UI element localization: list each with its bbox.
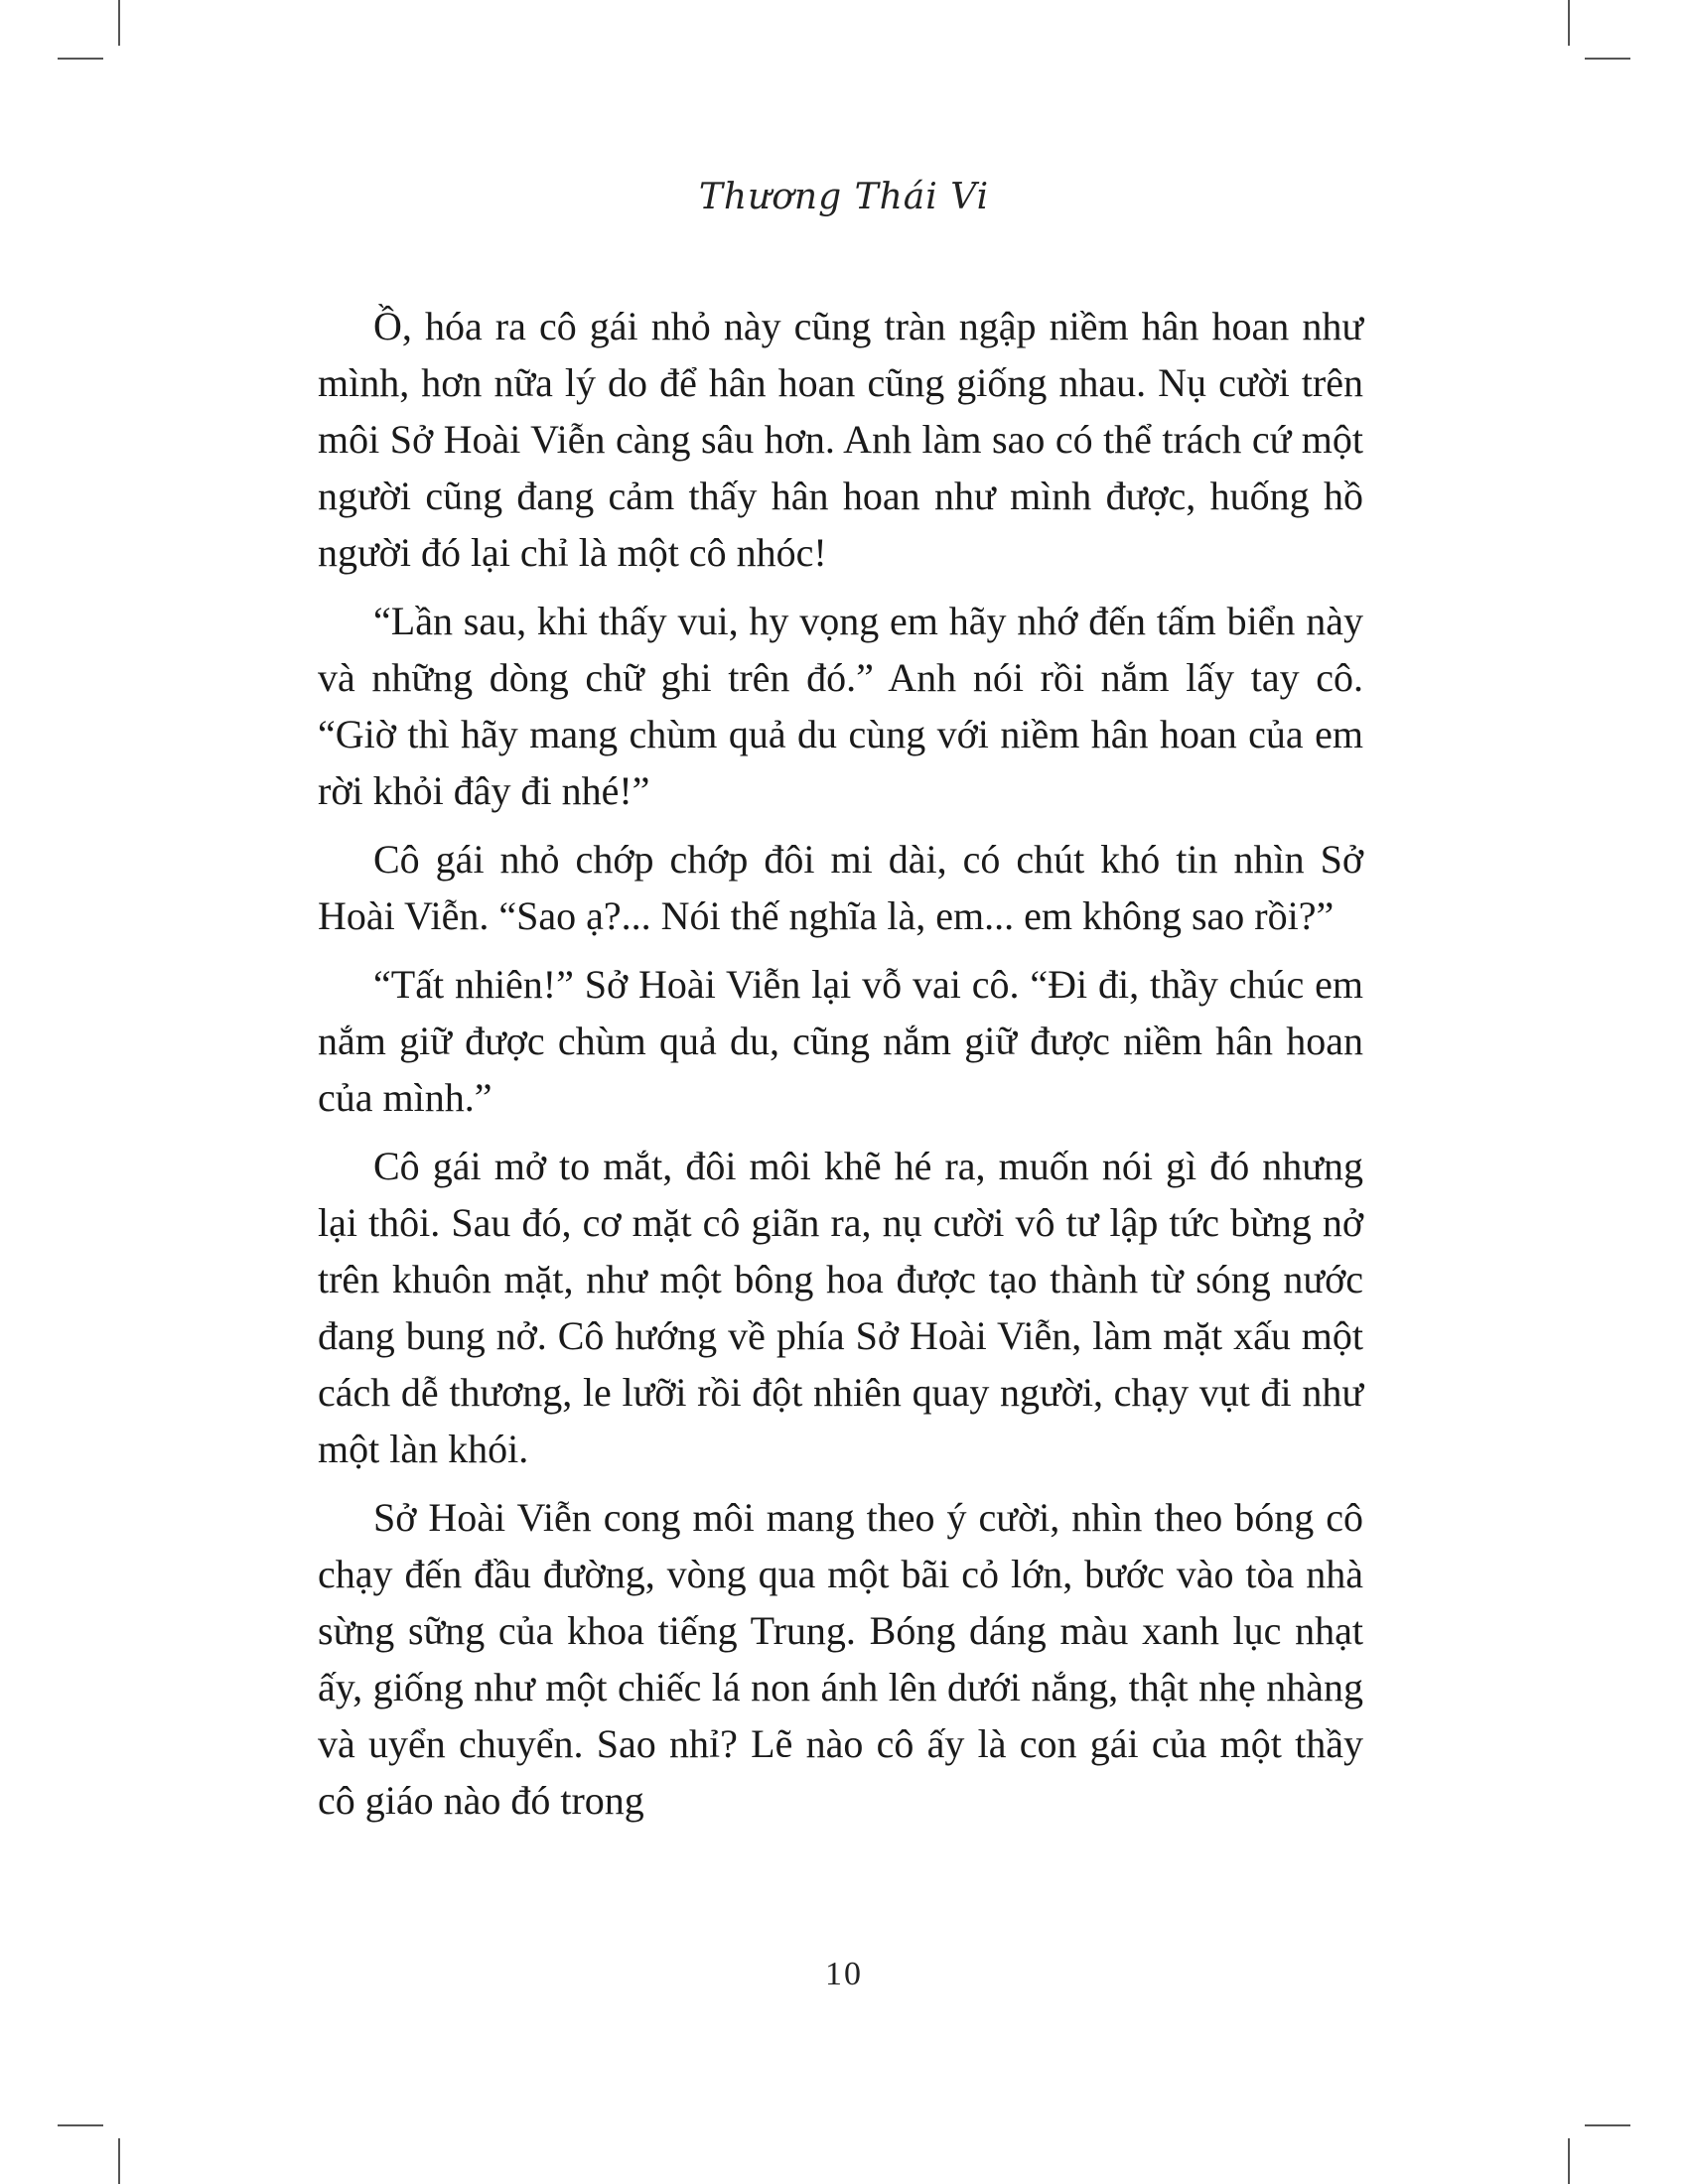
paragraph: Sở Hoài Viễn cong môi mang theo ý cười, nhìn theo bóng cô chạy đến đầu đường, vòng qua một bãi cỏ lớn, bước vào tòa nhà sừng sững của khoa tiếng Trung. Bóng dáng màu xanh lục nhạt ấy, giống như một chiếc lá non ánh lên dưới nắng, thật nhẹ nhàng và uyển chuyển. Sao nhỉ? Lẽ nào cô ấy là con gái của một thầy cô giáo nào đó trong — [318, 1495, 1363, 1823]
crop-mark-bottom-right-vertical — [1568, 2138, 1570, 2184]
running-header: Thương Thái Vi — [698, 177, 990, 217]
crop-mark-top-right-horizontal — [1585, 58, 1630, 60]
crop-mark-bottom-right-horizontal — [1585, 2124, 1630, 2126]
crop-mark-top-left-vertical — [118, 0, 120, 46]
paragraph: “Lần sau, khi thấy vui, hy vọng em hãy nhớ đến tấm biển này và những dòng chữ ghi trên đó.” Anh nói rồi nắm lấy tay cô. “Giờ thì hãy mang chùm quả du cùng với niềm hân hoan của em rời khỏi đây đi nhé!” — [318, 599, 1363, 813]
body-text — [318, 298, 1363, 1841]
paragraph: “Tất nhiên!” Sở Hoài Viễn lại vỗ vai cô. “Đi đi, thầy chúc em nắm giữ được chùm quả du, cũng nắm giữ được niềm hân hoan của mình.” — [318, 962, 1363, 1120]
crop-mark-top-left-horizontal — [58, 58, 103, 60]
crop-mark-bottom-left-vertical — [118, 2138, 120, 2184]
page-number: 10 — [825, 1956, 863, 1992]
paragraph: Cô gái nhỏ chớp chớp đôi mi dài, có chút khó tin nhìn Sở Hoài Viễn. “Sao ạ?... Nói thế nghĩa là, em... em không sao rồi?” — [318, 837, 1363, 938]
crop-mark-bottom-left-horizontal — [58, 2124, 103, 2126]
paragraph: Ồ, hóa ra cô gái nhỏ này cũng tràn ngập niềm hân hoan như mình, hơn nữa lý do để hân hoan cũng giống nhau. Nụ cười trên môi Sở Hoài Viễn càng sâu hơn. Anh làm sao có thể trách cứ một người cũng đang cảm thấy hân hoan như mình được, huống hồ người đó lại chỉ là một cô nhóc! — [318, 304, 1363, 575]
crop-mark-top-right-vertical — [1568, 0, 1570, 46]
paragraph: Cô gái mở to mắt, đôi môi khẽ hé ra, muốn nói gì đó nhưng lại thôi. Sau đó, cơ mặt cô giãn ra, nụ cười vô tư lập tức bừng nở trên khuôn mặt, như một bông hoa được tạo thành từ sóng nước đang bung nở. Cô hướng về phía Sở Hoài Viễn, làm mặt xấu một cách dễ thương, le lưỡi rồi đột nhiên quay người, chạy vụt đi như một làn khói. — [318, 1144, 1363, 1471]
